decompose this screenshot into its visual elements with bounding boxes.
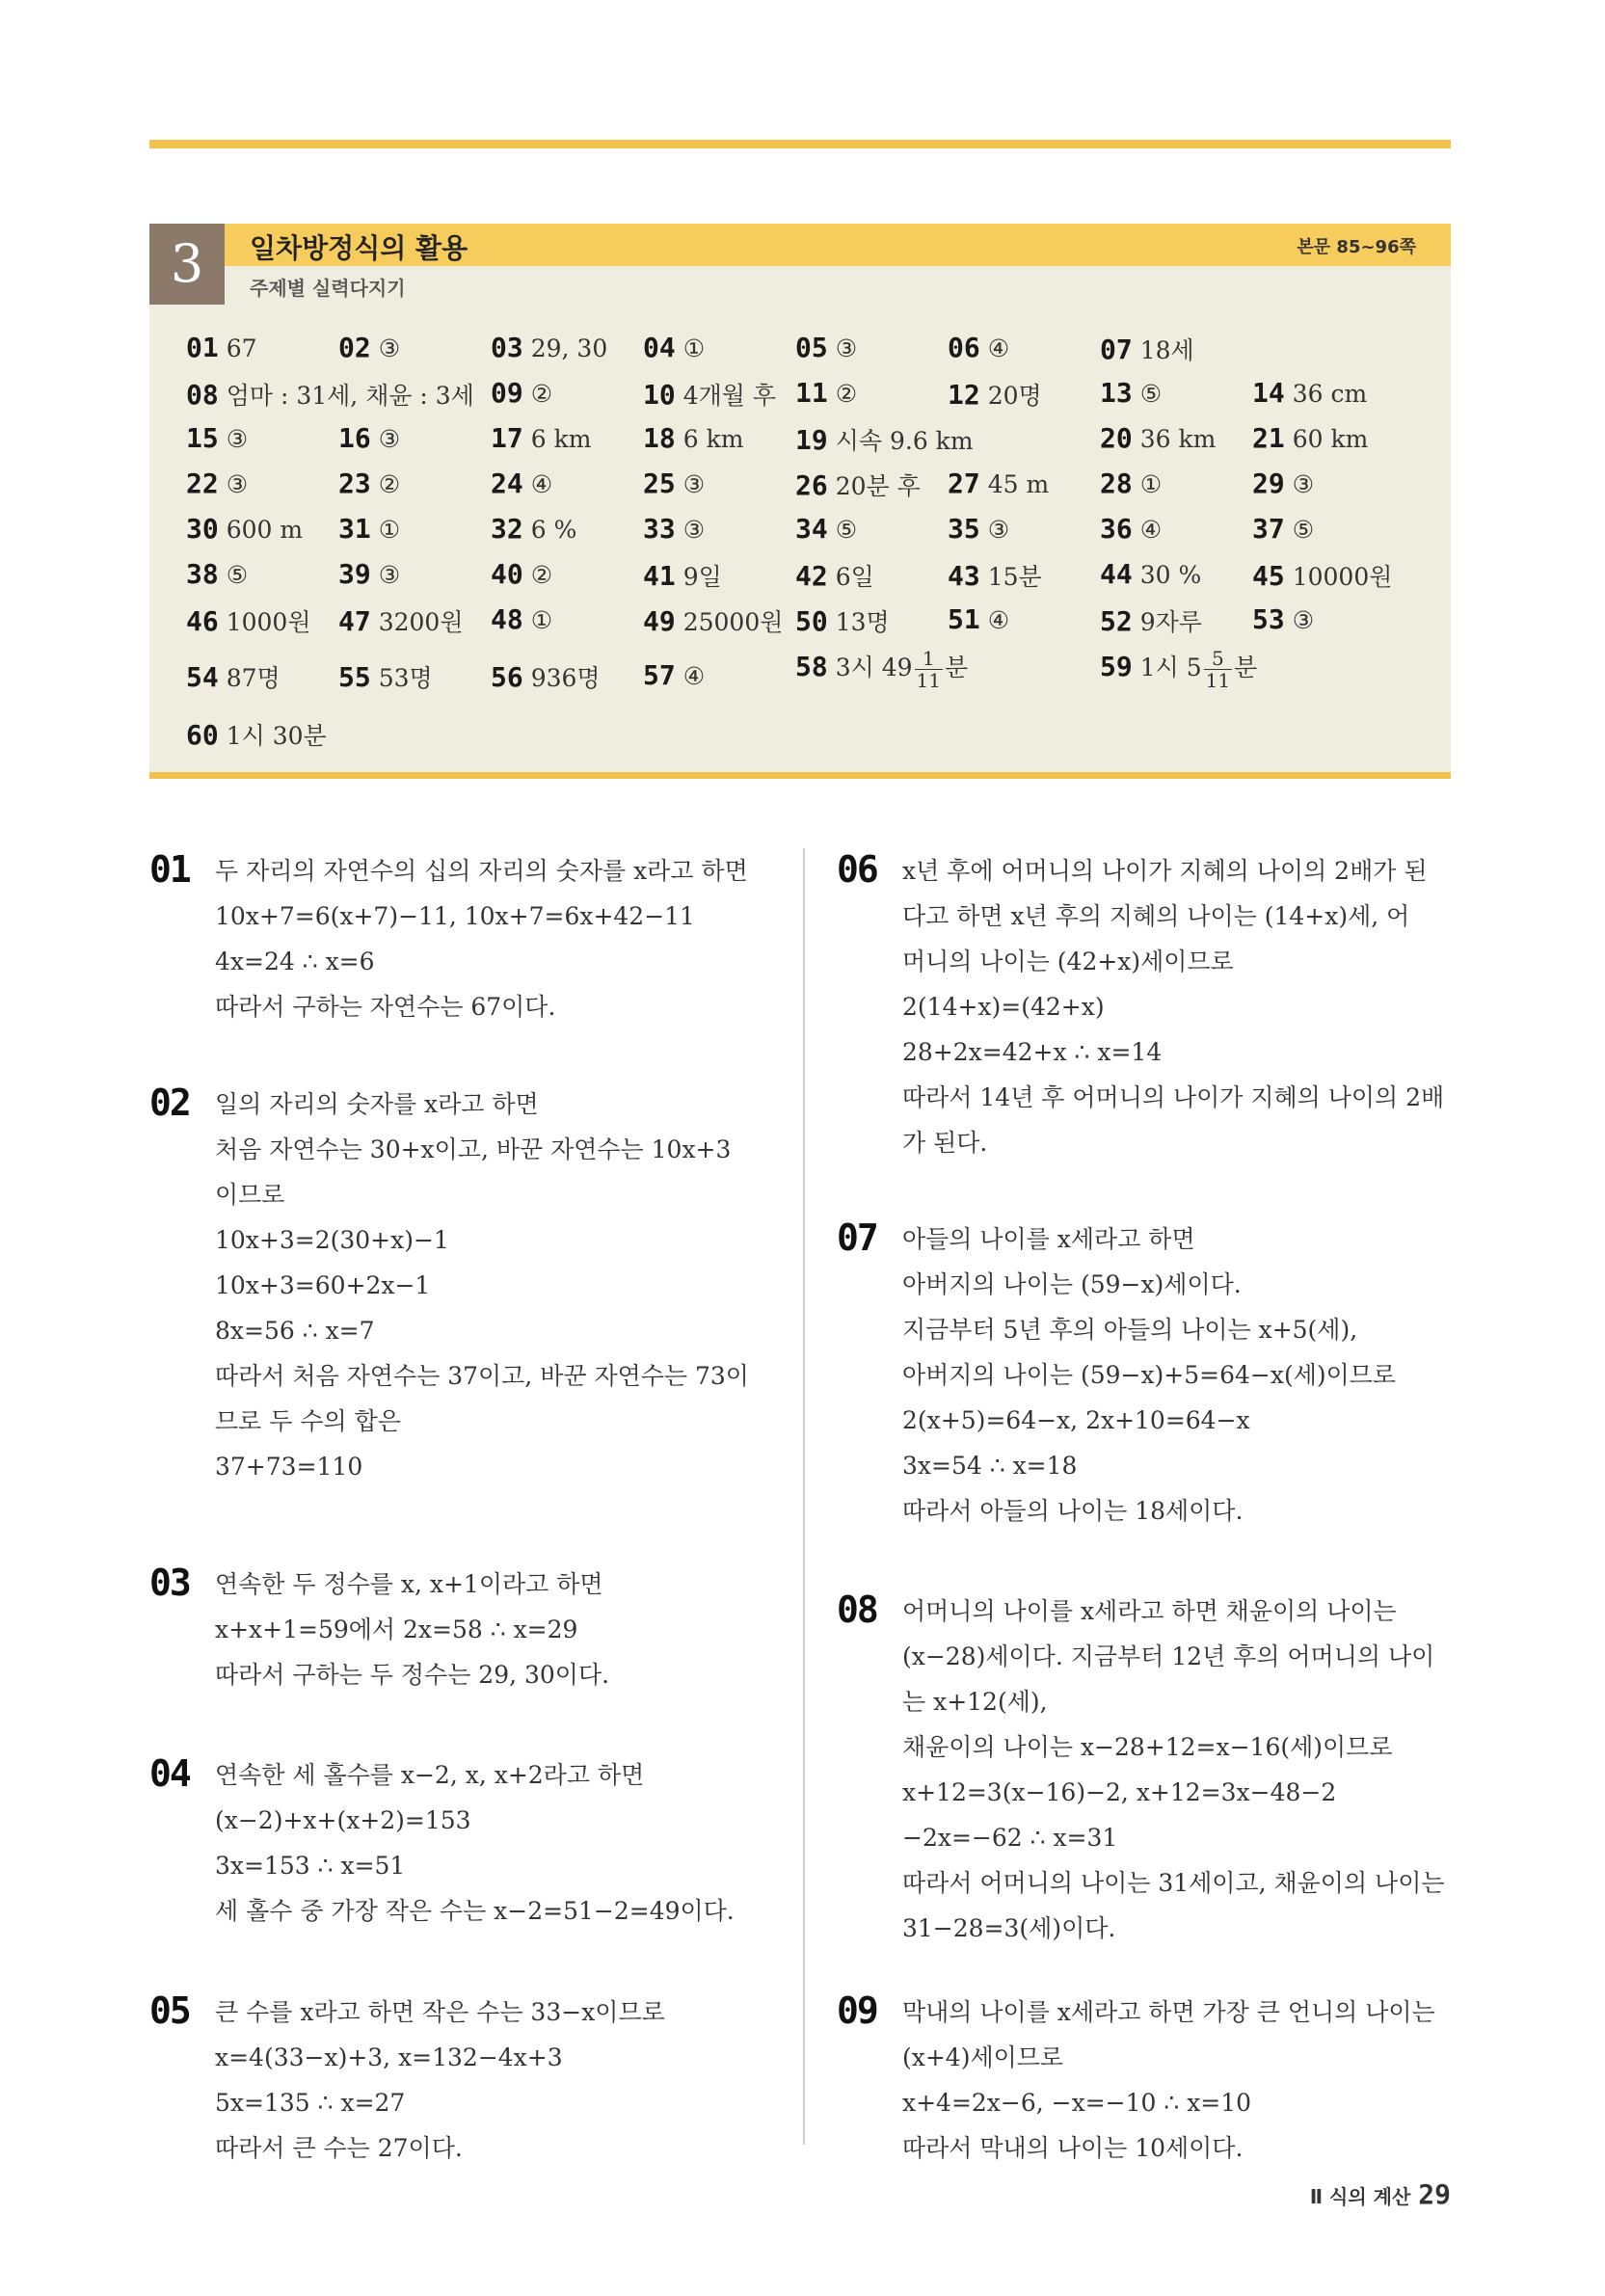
answer-value: ⑤ <box>1292 516 1315 544</box>
answer-value: ③ <box>835 334 858 362</box>
answer-number: 13 <box>1100 377 1133 409</box>
answer-prefix: 3시 49 <box>835 654 913 681</box>
answer-value: 1000원 <box>226 608 311 636</box>
answer-value: ③ <box>226 425 249 453</box>
answer-value: ⑤ <box>1139 380 1163 408</box>
answer-item <box>948 377 1042 412</box>
answer-item <box>186 332 257 363</box>
answer-number: 41 <box>643 560 676 592</box>
answer-number: 29 <box>1252 467 1285 499</box>
solution-line: x+12=3(x−16)−2, x+12=3x−48−2 <box>902 1778 1337 1806</box>
solution-line: 므로 두 수의 합은 <box>215 1407 401 1435</box>
answer-item <box>795 422 974 457</box>
solution-line: 따라서 구하는 두 정수는 29, 30이다. <box>215 1661 610 1689</box>
answer-item <box>643 377 776 412</box>
answer-value: ② <box>378 470 401 498</box>
answer-number: 19 <box>795 424 828 456</box>
answer-item <box>948 558 1042 593</box>
answer-number: 56 <box>491 661 523 693</box>
solution-body <box>215 1562 793 1697</box>
answer-value: 20명 <box>987 382 1042 410</box>
solution-line: 지금부터 5년 후의 아들의 나이는 x+5(세), <box>902 1316 1358 1344</box>
answer-item <box>1100 603 1202 638</box>
answer-value: ① <box>530 606 553 634</box>
answer-item <box>338 467 400 499</box>
answer-number: 47 <box>338 605 371 637</box>
answer-item <box>643 558 722 593</box>
answer-item <box>338 332 400 363</box>
answer-number: 58 <box>795 651 828 682</box>
solution-line: 아버지의 나이는 (59−x)세이다. <box>902 1270 1242 1298</box>
answer-item <box>643 659 705 691</box>
chapter-label: Ⅱ 식의 계산 <box>1309 2185 1411 2208</box>
answer-number: 20 <box>1100 422 1133 454</box>
answer-item <box>795 603 890 638</box>
answer-number: 25 <box>643 467 676 499</box>
answer-item <box>186 603 311 638</box>
answer-value: ② <box>530 561 553 589</box>
answer-value: 53명 <box>378 664 433 692</box>
answer-item <box>1100 467 1162 499</box>
solution-line: 37+73=110 <box>215 1453 363 1481</box>
answer-item <box>186 659 281 694</box>
solution-line: 5x=135 ∴ x=27 <box>215 2089 406 2117</box>
answer-number: 12 <box>948 379 980 411</box>
answer-number: 44 <box>1100 558 1133 590</box>
page-number: 29 <box>1418 2178 1451 2210</box>
answer-item <box>643 467 705 499</box>
answer-value: ③ <box>1292 470 1315 498</box>
section-title: 일차방정식의 활용 <box>250 232 468 264</box>
solution-line: 다고 하면 x년 후의 지혜의 나이는 (14+x)세, 어 <box>902 902 1410 930</box>
answer-box <box>149 224 1451 779</box>
solution-line: 일의 자리의 숫자를 x라고 하면 <box>215 1090 539 1118</box>
answer-item <box>186 513 303 545</box>
solution-number: 07 <box>837 1216 877 1259</box>
answer-number: 21 <box>1252 422 1285 454</box>
answer-value: 15분 <box>987 563 1042 591</box>
answer-value: 25000원 <box>682 608 784 636</box>
solution-line: 2(14+x)=(42+x) <box>902 993 1105 1021</box>
answer-number: 31 <box>338 513 371 545</box>
answer-suffix: 분 <box>945 654 969 681</box>
answer-number: 38 <box>186 558 219 590</box>
answer-number: 35 <box>948 513 980 545</box>
solution-line: 처음 자연수는 30+x이고, 바꾼 자연수는 10x+3 <box>215 1135 732 1163</box>
answer-number: 50 <box>795 605 828 637</box>
answer-number: 36 <box>1100 513 1133 545</box>
answer-value: 6 km <box>682 425 744 453</box>
solution-number: 03 <box>149 1562 190 1604</box>
answer-number: 06 <box>948 332 980 363</box>
answer-number: 60 <box>186 719 219 751</box>
section-header <box>149 224 1451 305</box>
solution-line: 10x+3=60+2x−1 <box>215 1271 431 1299</box>
answer-value: ② <box>835 380 858 408</box>
answer-number: 14 <box>1252 377 1285 409</box>
solution-body <box>215 1752 793 1934</box>
solution-line: 따라서 막내의 나이는 10세이다. <box>902 2134 1244 2162</box>
answer-item <box>1100 377 1162 409</box>
column-divider <box>803 848 805 2145</box>
solution-line: 2(x+5)=64−x, 2x+10=64−x <box>902 1406 1250 1434</box>
answer-number: 03 <box>491 332 523 363</box>
answer-item <box>795 513 857 545</box>
answer-prefix: 1시 5 <box>1139 654 1202 681</box>
answer-value: 6일 <box>835 563 874 591</box>
answer-item <box>1252 422 1368 454</box>
solution-line: 가 된다. <box>902 1129 988 1157</box>
answer-value: 1시 30분 <box>226 722 327 750</box>
answer-value: ③ <box>682 470 706 498</box>
answer-number: 28 <box>1100 467 1133 499</box>
answer-number: 57 <box>643 659 676 691</box>
answer-value: 29, 30 <box>530 334 608 362</box>
answer-item <box>491 513 576 545</box>
answer-value: 6 % <box>530 516 577 544</box>
solution-body <box>215 848 793 1029</box>
answer-item <box>186 377 474 412</box>
answer-item <box>338 513 400 545</box>
answer-item <box>795 377 857 409</box>
answer-value: 36 cm <box>1292 380 1368 408</box>
answer-number: 55 <box>338 661 371 693</box>
answer-number: 30 <box>186 513 219 545</box>
answer-item <box>948 332 1009 363</box>
answer-value: ① <box>378 516 401 544</box>
answer-item <box>1252 603 1314 635</box>
answer-value: ⑤ <box>226 561 249 589</box>
solution-line: 연속한 두 정수를 x, x+1이라고 하면 <box>215 1570 603 1598</box>
answer-value: 36 km <box>1139 425 1217 453</box>
answer-value: 9일 <box>682 563 722 591</box>
solution-line: 따라서 처음 자연수는 37이고, 바꾼 자연수는 73이 <box>215 1362 749 1390</box>
solution-line: 채윤이의 나이는 x−28+12=x−16(세)이므로 <box>902 1733 1393 1761</box>
answer-item <box>491 603 552 635</box>
answer-item <box>1100 422 1216 454</box>
answer-item <box>1100 332 1194 366</box>
fraction-denominator: 11 <box>916 669 941 692</box>
answer-number: 02 <box>338 332 371 363</box>
answer-number: 34 <box>795 513 828 545</box>
answer-item <box>795 467 921 502</box>
solution-line: (x−28)세이다. 지금부터 12년 후의 어머니의 나이 <box>902 1642 1435 1670</box>
solution-line: x+4=2x−6, −x=−10 ∴ x=10 <box>902 2089 1252 2117</box>
answer-number: 53 <box>1252 603 1285 635</box>
answer-value: ④ <box>530 470 553 498</box>
answer-value: 87명 <box>226 664 281 692</box>
solution-body <box>902 1589 1481 1951</box>
answer-number: 26 <box>795 469 828 501</box>
solution-line: 3x=54 ∴ x=18 <box>902 1452 1078 1480</box>
solution-line: 따라서 어머니의 나이는 31세이고, 채윤이의 나이는 <box>902 1869 1445 1897</box>
answer-item <box>948 467 1049 499</box>
answer-number: 18 <box>643 422 676 454</box>
answer-number: 54 <box>186 661 219 693</box>
solution-line: 연속한 세 홀수를 x−2, x, x+2라고 하면 <box>215 1761 645 1789</box>
answer-number: 24 <box>491 467 523 499</box>
answer-item <box>643 422 743 454</box>
answer-item <box>643 603 783 638</box>
solution-line: 이므로 <box>215 1181 285 1209</box>
answer-value: 9자루 <box>1139 608 1202 636</box>
answer-value: ③ <box>378 425 401 453</box>
top-rule <box>149 140 1451 148</box>
solution-line: x+x+1=59에서 2x=58 ∴ x=29 <box>215 1615 578 1643</box>
answer-number: 32 <box>491 513 523 545</box>
answer-value: 30 % <box>1139 561 1202 589</box>
solution-line: 4x=24 ∴ x=6 <box>215 948 375 975</box>
answer-number: 04 <box>643 332 676 363</box>
answer-value: ② <box>530 380 553 408</box>
solution-number: 04 <box>149 1752 190 1795</box>
answer-number: 40 <box>491 558 523 590</box>
answer-item <box>491 558 552 590</box>
answer-number: 51 <box>948 603 980 635</box>
answer-number: 39 <box>338 558 371 590</box>
solution-number: 05 <box>149 1989 190 2032</box>
answer-item <box>186 422 248 454</box>
answer-value: ③ <box>378 561 401 589</box>
solution-number: 09 <box>837 1989 877 2032</box>
answer-number: 11 <box>795 377 828 409</box>
answer-item <box>1100 513 1162 545</box>
solution-body <box>902 848 1481 1165</box>
fraction-numerator: 5 <box>1204 648 1232 670</box>
solution-number: 06 <box>837 848 877 891</box>
answer-item <box>491 377 552 409</box>
solution-line: 아들의 나이를 x세라고 하면 <box>902 1225 1195 1253</box>
answer-value: 18세 <box>1139 336 1194 364</box>
answer-item-fraction <box>795 648 968 691</box>
answer-value: ③ <box>682 516 706 544</box>
answer-number: 46 <box>186 605 219 637</box>
answer-value: ④ <box>987 606 1010 634</box>
answer-value: ④ <box>682 662 706 690</box>
solution-line: 10x+3=2(30+x)−1 <box>215 1226 449 1254</box>
solution-line: 두 자리의 자연수의 십의 자리의 숫자를 x라고 하면 <box>215 857 748 885</box>
solution-line: 8x=56 ∴ x=7 <box>215 1317 375 1345</box>
answer-value: ③ <box>378 334 401 362</box>
answer-value: ⑤ <box>835 516 858 544</box>
answer-item <box>186 717 327 752</box>
solution-line: 막내의 나이를 x세라고 하면 가장 큰 언니의 나이는 <box>902 1998 1435 2026</box>
answer-value: ③ <box>226 470 249 498</box>
answer-item <box>643 513 705 545</box>
answer-item <box>795 332 857 363</box>
answer-item <box>1100 558 1201 590</box>
answer-number: 22 <box>186 467 219 499</box>
fraction-numerator: 1 <box>915 648 943 670</box>
answer-item <box>491 332 607 363</box>
answer-item <box>491 467 552 499</box>
answer-value: ① <box>682 334 706 362</box>
answer-number: 01 <box>186 332 219 363</box>
answer-item <box>948 513 1009 545</box>
answer-number: 45 <box>1252 560 1285 592</box>
answer-number: 52 <box>1100 605 1133 637</box>
solution-line: x년 후에 어머니의 나이가 지혜의 나이의 2배가 된 <box>902 857 1428 885</box>
solution-line: 3x=153 ∴ x=51 <box>215 1852 406 1880</box>
answer-value: 13명 <box>835 608 890 636</box>
solution-line: 따라서 아들의 나이는 18세이다. <box>902 1497 1244 1525</box>
solution-body <box>215 1989 793 2171</box>
answer-bottom-rule <box>149 772 1451 779</box>
solution-number: 08 <box>837 1589 877 1631</box>
answer-item-fraction <box>1100 648 1257 691</box>
answer-item <box>186 558 248 590</box>
answer-suffix: 분 <box>1234 654 1258 681</box>
answer-number: 08 <box>186 379 219 411</box>
answer-number: 23 <box>338 467 371 499</box>
solution-line: 는 x+12(세), <box>902 1688 1048 1716</box>
answer-item <box>338 603 464 638</box>
answer-value: 10000원 <box>1292 563 1393 591</box>
answer-item <box>338 422 400 454</box>
solution-line: 세 홀수 중 가장 작은 수는 x−2=51−2=49이다. <box>215 1897 735 1925</box>
answer-item <box>948 603 1009 635</box>
answer-number: 37 <box>1252 513 1285 545</box>
answer-number: 16 <box>338 422 371 454</box>
solution-line: 어머니의 나이를 x세라고 하면 채윤이의 나이는 <box>902 1597 1397 1625</box>
answer-value: ③ <box>987 516 1010 544</box>
answer-item <box>186 467 248 499</box>
answer-value: 4개월 후 <box>682 382 777 410</box>
section-number: 3 <box>149 224 225 305</box>
solution-line: x=4(33−x)+3, x=132−4x+3 <box>215 2043 563 2071</box>
answer-item <box>1252 558 1392 593</box>
answer-number: 05 <box>795 332 828 363</box>
answer-number: 10 <box>643 379 676 411</box>
answer-number: 59 <box>1100 651 1133 682</box>
answer-item <box>795 558 874 593</box>
solution-body <box>902 1989 1481 2171</box>
solution-line: 큰 수를 x라고 하면 작은 수는 33−x이므로 <box>215 1998 665 2026</box>
answer-value: 936명 <box>530 664 601 692</box>
answer-number: 42 <box>795 560 828 592</box>
solution-line: −2x=−62 ∴ x=31 <box>902 1824 1118 1852</box>
answer-item <box>1252 377 1367 409</box>
answer-item <box>338 659 433 694</box>
answer-number: 33 <box>643 513 676 545</box>
fraction <box>1204 648 1232 691</box>
solution-line: (x−2)+x+(x+2)=153 <box>215 1806 471 1834</box>
answer-item <box>491 422 591 454</box>
solution-body <box>215 1081 793 1489</box>
answer-item <box>1252 513 1314 545</box>
answer-number: 48 <box>491 603 523 635</box>
solution-line: 따라서 큰 수는 27이다. <box>215 2134 463 2162</box>
answer-value: 600 m <box>226 516 304 544</box>
answer-number: 43 <box>948 560 980 592</box>
answer-number: 15 <box>186 422 219 454</box>
fraction-denominator: 11 <box>1205 669 1231 692</box>
answer-value: ③ <box>1292 606 1315 634</box>
solution-number: 01 <box>149 848 190 891</box>
solution-line: 31−28=3(세)이다. <box>902 1914 1116 1942</box>
solution-line: 따라서 구하는 자연수는 67이다. <box>215 993 556 1021</box>
page-footer <box>1310 2178 1451 2210</box>
section-pages: 본문 85~96쪽 <box>1297 237 1416 257</box>
section-subtitle: 주제별 실력다지기 <box>250 277 406 300</box>
answer-value: ④ <box>987 334 1010 362</box>
answer-number: 07 <box>1100 334 1133 365</box>
solution-line: 아버지의 나이는 (59−x)+5=64−x(세)이므로 <box>902 1361 1397 1389</box>
answer-item <box>643 332 705 363</box>
solution-number: 02 <box>149 1081 190 1124</box>
answer-value: ④ <box>1139 516 1163 544</box>
fraction <box>915 648 943 691</box>
answer-number: 27 <box>948 467 980 499</box>
answer-value: 엄마 : 31세, 채윤 : 3세 <box>226 382 474 410</box>
answer-value: 6 km <box>530 425 592 453</box>
answer-number: 49 <box>643 605 676 637</box>
answer-value: 67 <box>226 334 257 362</box>
answer-item <box>491 659 601 694</box>
solution-line: (x+4)세이므로 <box>902 2043 1064 2071</box>
answer-value: 3200원 <box>378 608 464 636</box>
solution-line: 머니의 나이는 (42+x)세이므로 <box>902 948 1234 975</box>
solution-line: 28+2x=42+x ∴ x=14 <box>902 1038 1163 1066</box>
solution-line: 10x+7=6(x+7)−11, 10x+7=6x+42−11 <box>215 902 695 930</box>
answer-item <box>1252 467 1314 499</box>
answer-value: 45 m <box>987 470 1050 498</box>
answer-number: 17 <box>491 422 523 454</box>
answer-value: ① <box>1139 470 1163 498</box>
solution-body <box>902 1216 1481 1534</box>
answer-value: 시속 9.6 km <box>835 427 974 455</box>
answer-number: 09 <box>491 377 523 409</box>
answer-value: 60 km <box>1292 425 1369 453</box>
answer-item <box>338 558 400 590</box>
answer-value: 20분 후 <box>835 472 921 500</box>
solution-line: 따라서 14년 후 어머니의 나이가 지혜의 나이의 2배 <box>902 1083 1445 1111</box>
